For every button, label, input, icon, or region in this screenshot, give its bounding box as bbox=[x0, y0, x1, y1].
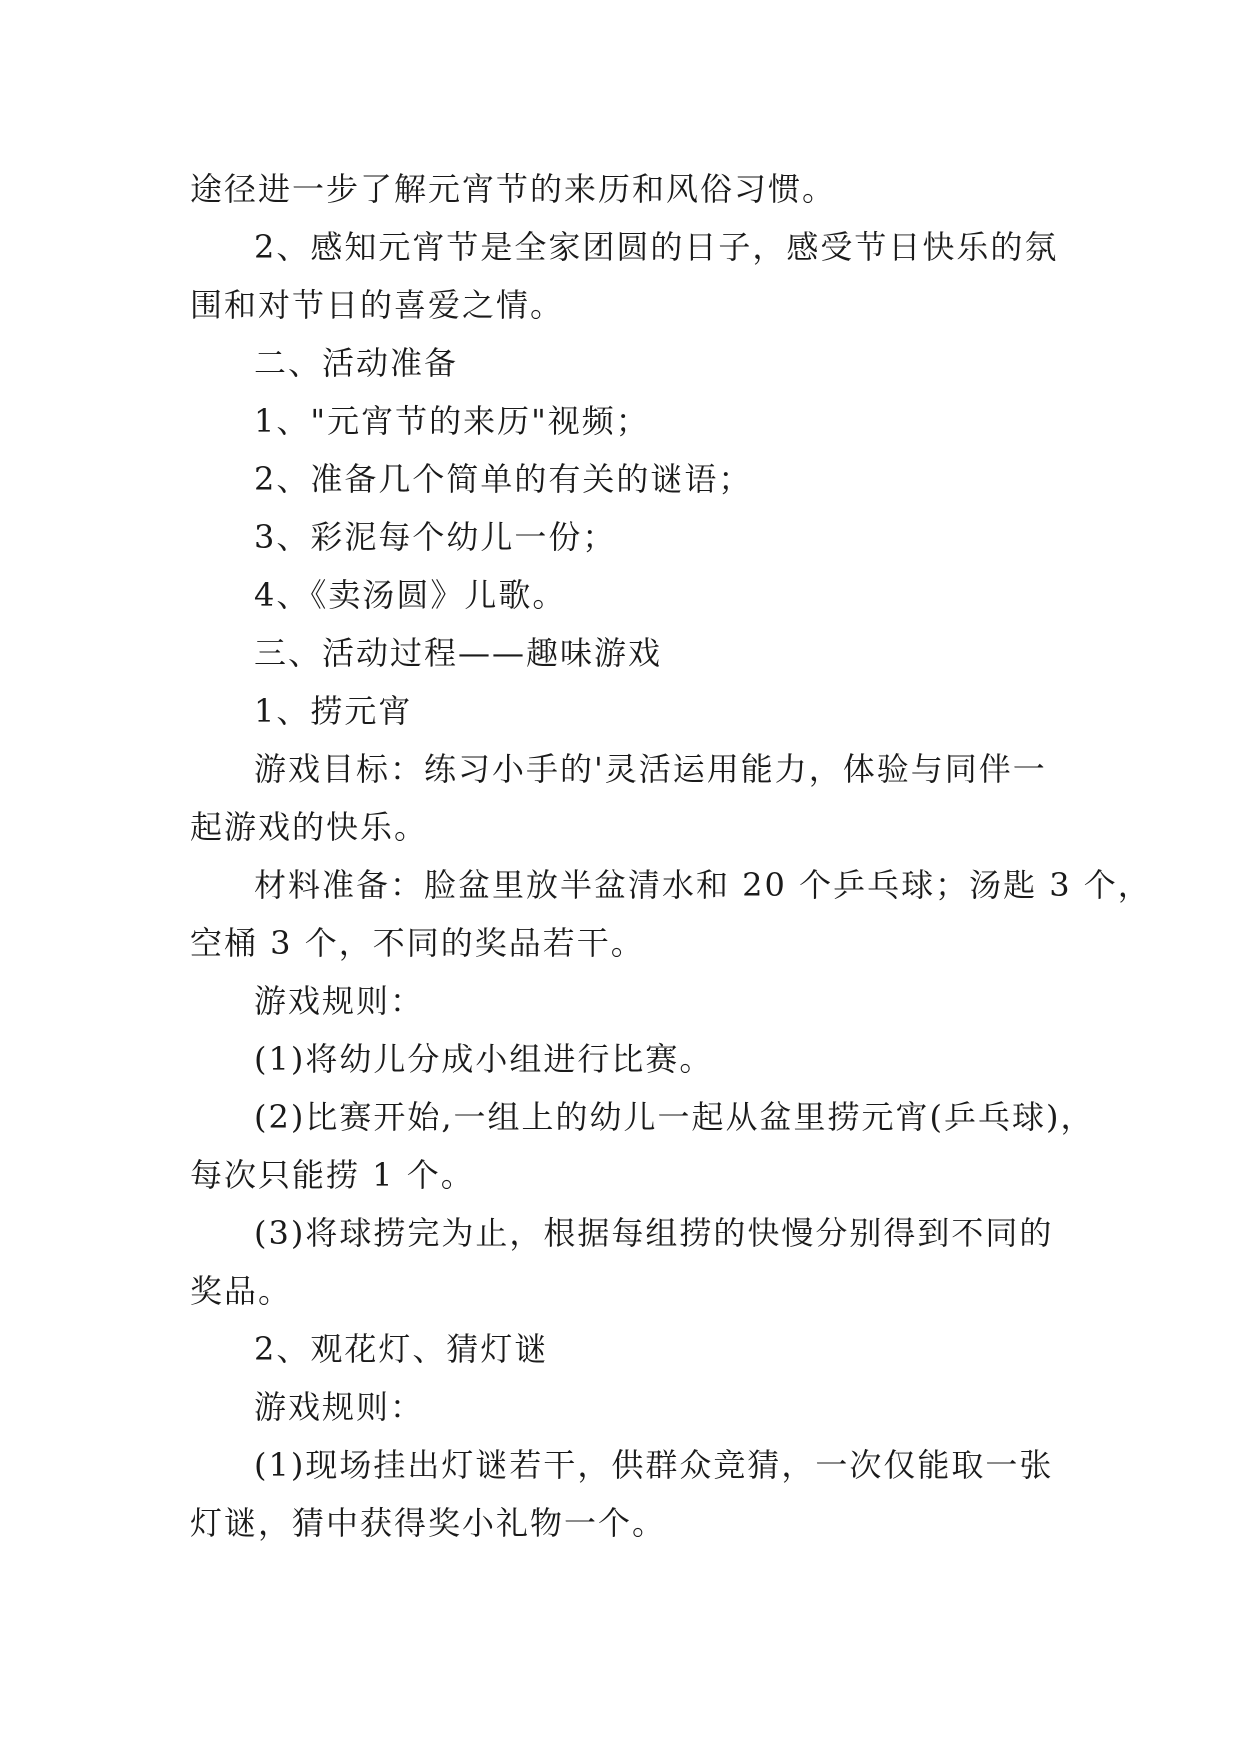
text-line: 灯谜，猜中获得奖小礼物一个。 bbox=[190, 1504, 667, 1542]
list-item: 3、彩泥每个幼儿一份； bbox=[254, 518, 617, 556]
text-line: 游戏目标：练习小手的'灵活运用能力，体验与同伴一 bbox=[254, 750, 1047, 788]
list-item: (1)将幼儿分成小组进行比赛。 bbox=[254, 1040, 714, 1078]
subsection-heading: 2、观花灯、猜灯谜 bbox=[254, 1330, 549, 1368]
text-line: 材料准备：脸盆里放半盆清水和 20 个乒乓球；汤匙 3 个， bbox=[254, 866, 1152, 904]
text-line: 空桶 3 个，不同的奖品若干。 bbox=[190, 924, 645, 962]
list-item: (3)将球捞完为止，根据每组捞的快慢分别得到不同的 bbox=[254, 1214, 1054, 1252]
list-item: 2、准备几个简单的有关的谜语； bbox=[254, 460, 753, 498]
list-item: (2)比赛开始,一组上的幼儿一起从盆里捞元宵(乒乓球)， bbox=[254, 1098, 1095, 1136]
section-heading: 三、活动过程——趣味游戏 bbox=[254, 634, 663, 672]
document-body bbox=[190, 160, 1152, 1552]
section-heading: 二、活动准备 bbox=[254, 344, 459, 382]
subsection-heading: 1、捞元宵 bbox=[254, 692, 413, 730]
text-line: 游戏规则： bbox=[254, 982, 425, 1020]
text-line: 奖品。 bbox=[190, 1272, 293, 1310]
list-item: 1、"元宵节的来历"视频； bbox=[254, 402, 650, 440]
text-line: 起游戏的快乐。 bbox=[190, 808, 429, 846]
list-item: (1)现场挂出灯谜若干，供群众竞猜，一次仅能取一张 bbox=[254, 1446, 1054, 1484]
text-line: 每次只能捞 1 个。 bbox=[190, 1156, 475, 1194]
text-line: 2、感知元宵节是全家团圆的日子，感受节日快乐的氛 bbox=[254, 228, 1059, 266]
text-line: 途径进一步了解元宵节的来历和风俗习惯。 bbox=[190, 170, 837, 208]
text-line: 围和对节日的喜爱之情。 bbox=[190, 286, 565, 324]
text-line: 游戏规则： bbox=[254, 1388, 425, 1426]
list-item: 4、《卖汤圆》儿歌。 bbox=[254, 576, 567, 614]
